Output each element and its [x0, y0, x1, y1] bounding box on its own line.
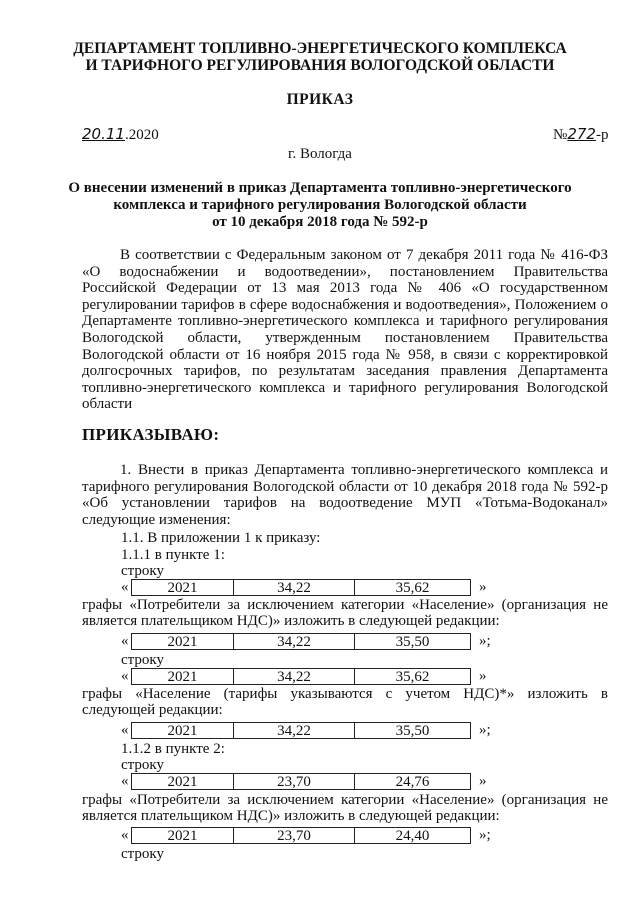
document-city: г. Вологда — [288, 146, 352, 162]
cell-tariff-2: 35,50 — [354, 722, 471, 739]
orders-heading: ПРИКАЗЫВАЮ: — [82, 425, 220, 444]
tariff-row-6 — [121, 827, 501, 845]
handwritten-date: 20.11 — [82, 125, 125, 143]
cell-year: 2021 — [131, 773, 233, 790]
number-prefix: № — [553, 127, 568, 143]
tariff-row-3 — [121, 668, 501, 686]
cell-tariff-2: 24,76 — [354, 773, 471, 790]
tariff-cells — [131, 633, 471, 650]
cell-tariff-2: 35,50 — [354, 633, 471, 650]
cell-tariff-2: 35,62 — [354, 579, 471, 596]
word-line-2: строку — [121, 652, 164, 668]
quote-close-semicolon: »; — [479, 633, 491, 649]
number-suffix: -р — [595, 127, 609, 143]
cell-tariff-2: 24,40 — [354, 827, 471, 844]
cell-tariff-1: 23,70 — [233, 827, 354, 844]
date-year: .2020 — [124, 127, 159, 143]
tariff-cells — [131, 668, 471, 685]
word-line-4: строку — [121, 846, 164, 862]
cell-year: 2021 — [131, 579, 233, 596]
title-line1: О внесении изменений в приказ Департамента топливно-энергетического — [68, 180, 572, 196]
quote-open: « — [121, 633, 129, 649]
department-name-line2: И ТАРИФНОГО РЕГУЛИРОВАНИЯ ВОЛОГОДСКОЙ ОБЛАСТИ — [85, 57, 555, 74]
document-title — [0, 180, 640, 231]
cell-tariff-1: 34,22 — [233, 579, 354, 596]
item-1-paragraph: 1. Внести в приказ Департамента топливно-энергетического комплекса и тарифного регулирования Вологодской области от 10 декабря 2018 года № 592-р «Об установлении тарифов на водоотведение МУП «Тотьма-Водоканал» следующие изменения: — [82, 462, 608, 528]
graph-non-population-2: графы «Потребители за исключением категории «Население» (организация не является плательщиком НДС)» изложить в следующей редакции: — [82, 792, 608, 824]
handwritten-number: 272 — [567, 125, 596, 143]
document-number — [553, 125, 608, 144]
quote-open: « — [121, 579, 129, 595]
cell-tariff-2: 35,62 — [354, 668, 471, 685]
word-line-1: строку — [121, 563, 164, 579]
quote-close-semicolon: »; — [479, 722, 491, 738]
quote-close: » — [479, 579, 487, 595]
item-1-1: 1.1. В приложении 1 к приказу: — [121, 530, 321, 546]
word-line-3: строку — [121, 757, 164, 773]
quote-close-semicolon: »; — [479, 827, 491, 843]
title-line3: от 10 декабря 2018 года № 592-р — [212, 214, 428, 230]
tariff-cells — [131, 579, 471, 596]
tariff-cells — [131, 773, 471, 790]
tariff-row-2 — [121, 633, 501, 651]
quote-close: » — [479, 668, 487, 684]
quote-open: « — [121, 722, 129, 738]
cell-tariff-1: 23,70 — [233, 773, 354, 790]
cell-tariff-1: 34,22 — [233, 633, 354, 650]
tariff-row-4 — [121, 722, 501, 740]
graph-population-1: графы «Население (тарифы указываются с учетом НДС)*» изложить в следующей редакции: — [82, 686, 608, 718]
department-name-line1: ДЕПАРТАМЕНТ ТОПЛИВНО-ЭНЕРГЕТИЧЕСКОГО КОМПЛЕКСА — [73, 40, 567, 57]
tariff-cells — [131, 827, 471, 844]
item-1-1-1: 1.1.1 в пункте 1: — [121, 547, 225, 563]
quote-close: » — [479, 773, 487, 789]
preamble-paragraph: В соответствии с Федеральным законом от 7 декабря 2011 года № 416-ФЗ «О водоснабжении и водоотведении», постановлением Правительства Российской Федерации от 13 мая 2013 года № 406 «О государственном регулировании тарифов в сфере водоснабжения и водоотведения», Положением о Департаменте топливно-энергетического комплекса и тарифного регулирования Вологодской области, утвержденным постановлением Правительства Вологодской области от 16 ноября 2015 года № 958, в связи с корректировкой долгосрочных тарифов, по результатам заседания правления Департамента топливно-энергетического комплекса и тарифного регулирования Вологодской области — [82, 247, 608, 413]
document-date — [82, 125, 159, 144]
cell-tariff-1: 34,22 — [233, 722, 354, 739]
title-line2: комплекса и тарифного регулирования Вологодской области — [113, 197, 527, 213]
quote-open: « — [121, 827, 129, 843]
item-1-1-2: 1.1.2 в пункте 2: — [121, 741, 225, 757]
tariff-cells — [131, 722, 471, 739]
cell-tariff-1: 34,22 — [233, 668, 354, 685]
tariff-row-5 — [121, 773, 501, 791]
quote-open: « — [121, 668, 129, 684]
graph-non-population-1: графы «Потребители за исключением категории «Население» (организация не является плательщиком НДС)» изложить в следующей редакции: — [82, 597, 608, 629]
cell-year: 2021 — [131, 633, 233, 650]
document-type: ПРИКАЗ — [286, 91, 354, 108]
cell-year: 2021 — [131, 668, 233, 685]
quote-open: « — [121, 773, 129, 789]
cell-year: 2021 — [131, 722, 233, 739]
tariff-row-1 — [121, 579, 501, 597]
cell-year: 2021 — [131, 827, 233, 844]
